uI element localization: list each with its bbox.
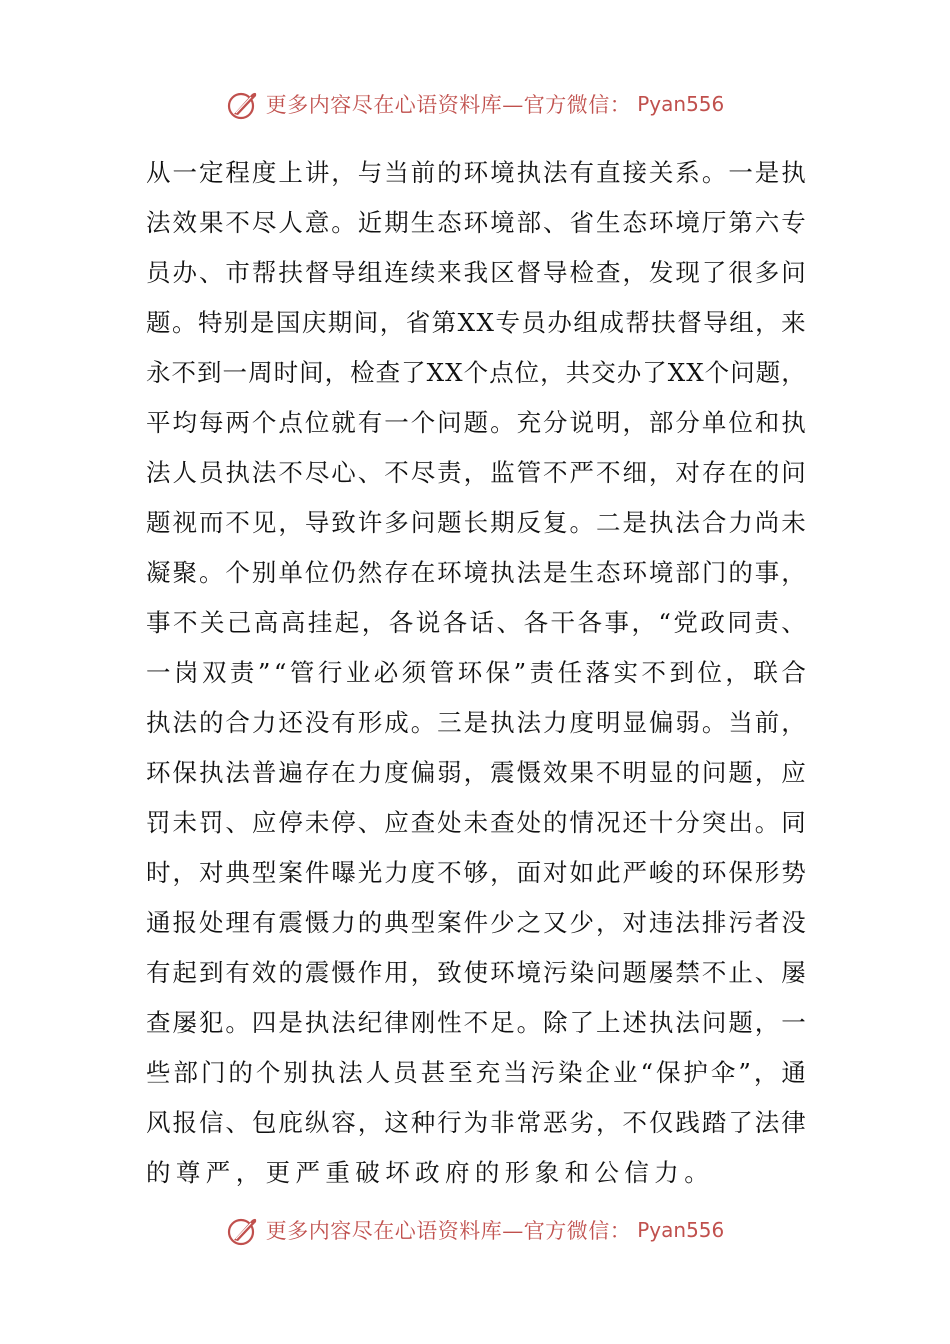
- banner-text: 更多内容尽在心语资料库—官方微信：: [265, 1219, 632, 1243]
- body-line: 有 起 到 有 效 的 震 慑 作 用 ， 致 使 环 境 污 染 问 题 屡 禁 不 止 、 屡: [146, 958, 806, 987]
- body-line: 环 保 执 法 普 遍 存 在 力 度 偏 弱 ， 震 慑 效 果 不 明 显 的 问 题 ， 应: [146, 758, 806, 787]
- body-line: 些 部 门 的 个 别 执 法 人 员 甚 至 充 当 污 染 企 业 “ 保 护 伞 ” ， 通: [146, 1058, 806, 1087]
- body-line: 的尊严，更严重破坏政府的形象和公信力。: [146, 1158, 715, 1187]
- banner-wechat-id: Pyan556: [637, 92, 725, 116]
- document-body: [146, 148, 806, 1198]
- body-line: 平 均 每 两 个 点 位 就 有 一 个 问 题 。 充 分 说 明 ， 部 分 单 位 和 执: [146, 408, 806, 437]
- banner-wechat-id: Pyan556: [637, 1218, 725, 1242]
- body-line: 执 法 的 合 力 还 没 有 形 成 。 三 是 执 法 力 度 明 显 偏 弱 。 当 前 ，: [146, 708, 806, 737]
- footer-watermark-banner: [0, 1210, 950, 1250]
- body-line: 从 一 定 程 度 上 讲 ， 与 当 前 的 环 境 执 法 有 直 接 关 系 。 一 是 执: [146, 158, 806, 187]
- body-line: 法 效 果 不 尽 人 意 。 近 期 生 态 环 境 部 、 省 生 态 环 境 厅 第 六 专: [146, 208, 806, 237]
- body-line: 查 屡 犯 。 四 是 执 法 纪 律 刚 性 不 足 。 除 了 上 述 执 法 问 题 ， 一: [146, 1008, 806, 1037]
- body-line: 员 办 、 市 帮 扶 督 导 组 连 续 来 我 区 督 导 检 查 ， 发 现 了 很 多 问: [146, 258, 806, 287]
- quill-pen-circle-icon: [226, 1213, 260, 1247]
- body-line: 通 报 处 理 有 震 慑 力 的 典 型 案 件 少 之 又 少 ， 对 违 法 排 污 者 没: [146, 908, 806, 937]
- body-line: 法 人 员 执 法 不 尽 心 、 不 尽 责 ， 监 管 不 严 不 细 ， 对 存 在 的 问: [146, 458, 806, 487]
- quill-pen-circle-icon: [226, 87, 260, 121]
- body-line: 题 。 特 别 是 国 庆 期 间 ， 省 第 X X 专 员 办 组 成 帮 扶 督 导 组 ， 来: [146, 308, 806, 337]
- body-line: 事 不 关 己 高 高 挂 起 ， 各 说 各 话 、 各 干 各 事 ， “ 党 政 同 责 、: [146, 608, 806, 637]
- body-line: 凝 聚 。 个 别 单 位 仍 然 存 在 环 境 执 法 是 生 态 环 境 部 门 的 事 ，: [146, 558, 806, 587]
- header-watermark-banner: [0, 84, 950, 124]
- banner-text: 更多内容尽在心语资料库—官方微信：: [265, 93, 632, 117]
- body-line: 风 报 信 、 包 庇 纵 容 ， 这 种 行 为 非 常 恶 劣 ， 不 仅 践 踏 了 法 律: [146, 1108, 806, 1137]
- body-line: 永 不 到 一 周 时 间 ， 检 查 了 X X 个 点 位 ， 共 交 办 了 X X 个 问 题 ，: [146, 358, 806, 387]
- body-line: 时 ， 对 典 型 案 件 曝 光 力 度 不 够 ， 面 对 如 此 严 峻 的 环 保 形 势: [146, 858, 806, 887]
- body-line: 一 岗 双 责 ” “ 管 行 业 必 须 管 环 保 ” 责 任 落 实 不 到 位 ， 联 合: [146, 658, 806, 687]
- body-line: 题 视 而 不 见 ， 导 致 许 多 问 题 长 期 反 复 。 二 是 执 法 合 力 尚 未: [146, 508, 806, 537]
- body-line: 罚 未 罚 、 应 停 未 停 、 应 查 处 未 查 处 的 情 况 还 十 分 突 出 。 同: [146, 808, 806, 837]
